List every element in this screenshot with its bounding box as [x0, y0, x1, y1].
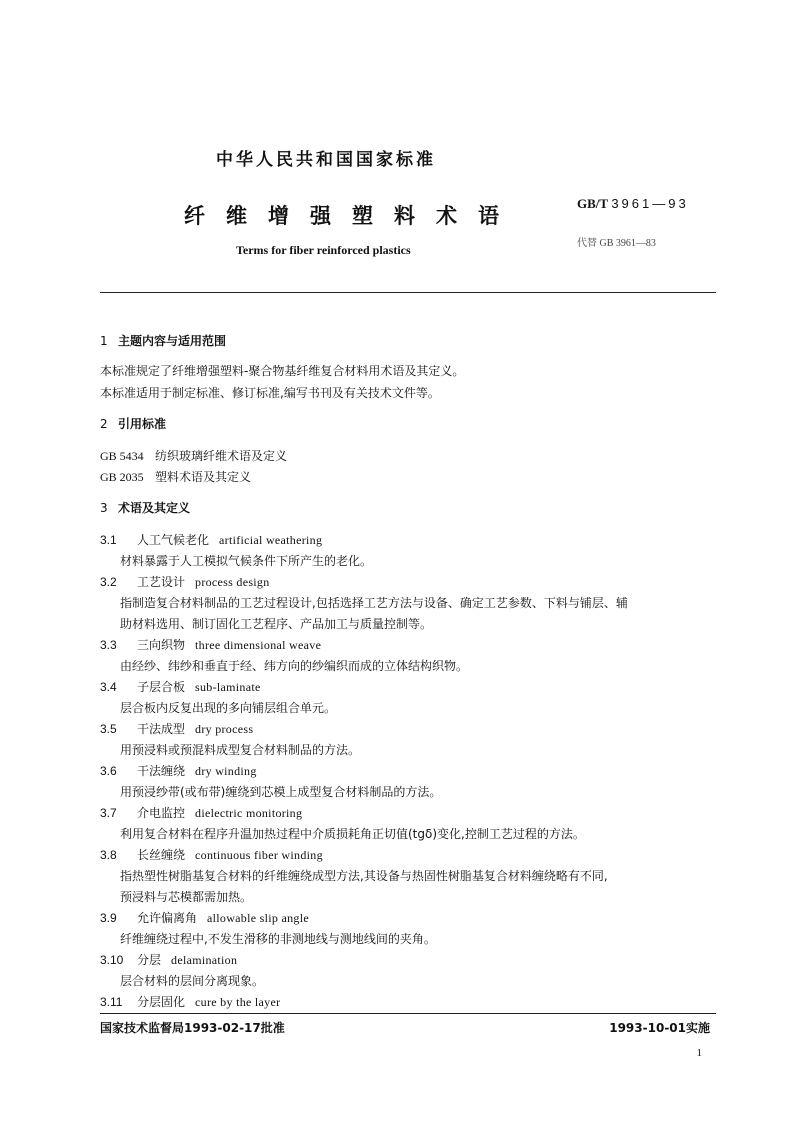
scope-paragraph: 本标准适用于制定标准、修订标准,编写书刊及有关技术文件等。	[100, 386, 440, 400]
term-en: process design	[195, 575, 270, 589]
term-number: 3.5	[100, 722, 117, 736]
english-title: Terms for fiber reinforced plastics	[236, 243, 411, 257]
term-cn: 子层合板	[137, 680, 186, 694]
term-heading	[100, 909, 309, 926]
term-en: artificial weathering	[219, 533, 323, 547]
reference-item	[100, 447, 287, 464]
term-definition: 助材料选用、制订固化工艺程序、产品加工与质量控制等。	[120, 617, 433, 631]
term-heading	[100, 951, 237, 968]
term-heading	[100, 804, 302, 821]
reference-item	[100, 468, 251, 485]
term-definition: 材料暴露于人工模拟气候条件下所产生的老化。	[120, 554, 373, 568]
section-heading-2	[100, 415, 166, 432]
term-definition: 指热塑性树脂基复合材料的纤维缠绕成型方法,其设备与热固性树脂基复合材料缠绕略有不同,	[120, 869, 608, 883]
term-cn: 三向织物	[137, 638, 186, 652]
term-number: 3.10	[100, 953, 124, 967]
term-en: cure by the layer	[195, 995, 281, 1009]
term-heading	[100, 531, 322, 548]
term-en: allowable slip angle	[207, 911, 309, 925]
section-title: 术语及其定义	[118, 501, 191, 515]
section-number: 1	[100, 334, 108, 348]
page-title: 纤维增强塑料术语	[184, 204, 520, 228]
term-number: 3.8	[100, 848, 117, 862]
term-en: dry winding	[195, 764, 257, 778]
term-en: delamination	[171, 953, 238, 967]
term-cn: 工艺设计	[137, 575, 186, 589]
term-definition: 利用复合材料在程序升温加热过程中介质损耗角正切值(tgδ)变化,控制工艺过程的方法。	[120, 827, 585, 841]
footer-divider	[100, 1013, 716, 1014]
reference-title: 塑料术语及其定义	[155, 470, 252, 484]
term-heading	[100, 636, 321, 653]
term-en: dry process	[195, 722, 254, 736]
term-definition: 用预浸料或预混料成型复合材料制品的方法。	[120, 743, 361, 757]
term-en: dielectric monitoring	[195, 806, 303, 820]
term-definition: 层合板内反复出现的多向铺层组合单元。	[120, 701, 337, 715]
term-definition: 由经纱、纬纱和垂直于经、纬方向的纱编织而成的立体结构织物。	[120, 659, 469, 673]
term-number: 3.2	[100, 575, 117, 589]
term-cn: 干法缠绕	[137, 764, 186, 778]
implementation-date: 1993-10-01实施	[609, 1021, 710, 1035]
term-cn: 分层	[137, 953, 162, 967]
term-number: 3.11	[100, 995, 123, 1009]
term-heading	[100, 678, 261, 695]
term-cn: 人工气候老化	[137, 533, 210, 547]
page-number: 1	[696, 1047, 702, 1059]
term-definition: 层合材料的层间分离现象。	[120, 974, 265, 988]
section-number: 2	[100, 417, 108, 431]
section-number: 3	[100, 501, 108, 515]
section-title: 主题内容与适用范围	[118, 334, 227, 348]
term-en: sub-laminate	[195, 680, 261, 694]
term-heading	[100, 573, 270, 590]
reference-title: 纺织玻璃纤维术语及定义	[155, 449, 288, 463]
section-heading-3	[100, 499, 190, 516]
section-title: 引用标准	[118, 417, 167, 431]
term-number: 3.7	[100, 806, 117, 820]
standard-prefix: GB/T	[577, 196, 609, 211]
term-cn: 分层固化	[137, 995, 186, 1009]
term-number: 3.9	[100, 911, 117, 925]
replaces-note: 代替 GB 3961—83	[577, 238, 656, 249]
term-cn: 长丝缠绕	[137, 848, 186, 862]
term-definition: 用预浸纱带(或布带)缠绕到芯模上成型复合材料制品的方法。	[120, 785, 442, 799]
reference-code: GB 5434	[100, 449, 144, 463]
term-cn: 允许偏离角	[137, 911, 198, 925]
standard-digits: 3961—93	[611, 196, 689, 211]
term-definition: 指制造复合材料制品的工艺过程设计,包括选择工艺方法与设备、确定工艺参数、下料与铺层、辅	[120, 596, 628, 610]
approval-date: 国家技术监督局1993-02-17批准	[100, 1021, 285, 1035]
term-en: three dimensional weave	[195, 638, 322, 652]
term-definition: 预浸料与芯模都需加热。	[120, 890, 253, 904]
term-heading	[100, 846, 323, 863]
reference-code: GB 2035	[100, 470, 144, 484]
term-cn: 干法成型	[137, 722, 186, 736]
standard-number	[577, 196, 689, 212]
term-number: 3.6	[100, 764, 117, 778]
scope-paragraph: 本标准规定了纤维增强塑料-聚合物基纤维复合材料用术语及其定义。	[100, 364, 465, 378]
term-number: 3.1	[100, 533, 117, 547]
standard-org-header: 中华人民共和国国家标准	[216, 150, 436, 170]
term-heading	[100, 993, 280, 1010]
term-heading	[100, 762, 257, 779]
header-divider	[100, 292, 716, 293]
term-definition: 纤维缠绕过程中,不发生滑移的非测地线与测地线间的夹角。	[120, 932, 436, 946]
term-cn: 介电监控	[137, 806, 186, 820]
term-en: continuous fiber winding	[195, 848, 323, 862]
section-heading-1	[100, 332, 226, 349]
term-heading	[100, 720, 253, 737]
term-number: 3.3	[100, 638, 117, 652]
term-number: 3.4	[100, 680, 117, 694]
